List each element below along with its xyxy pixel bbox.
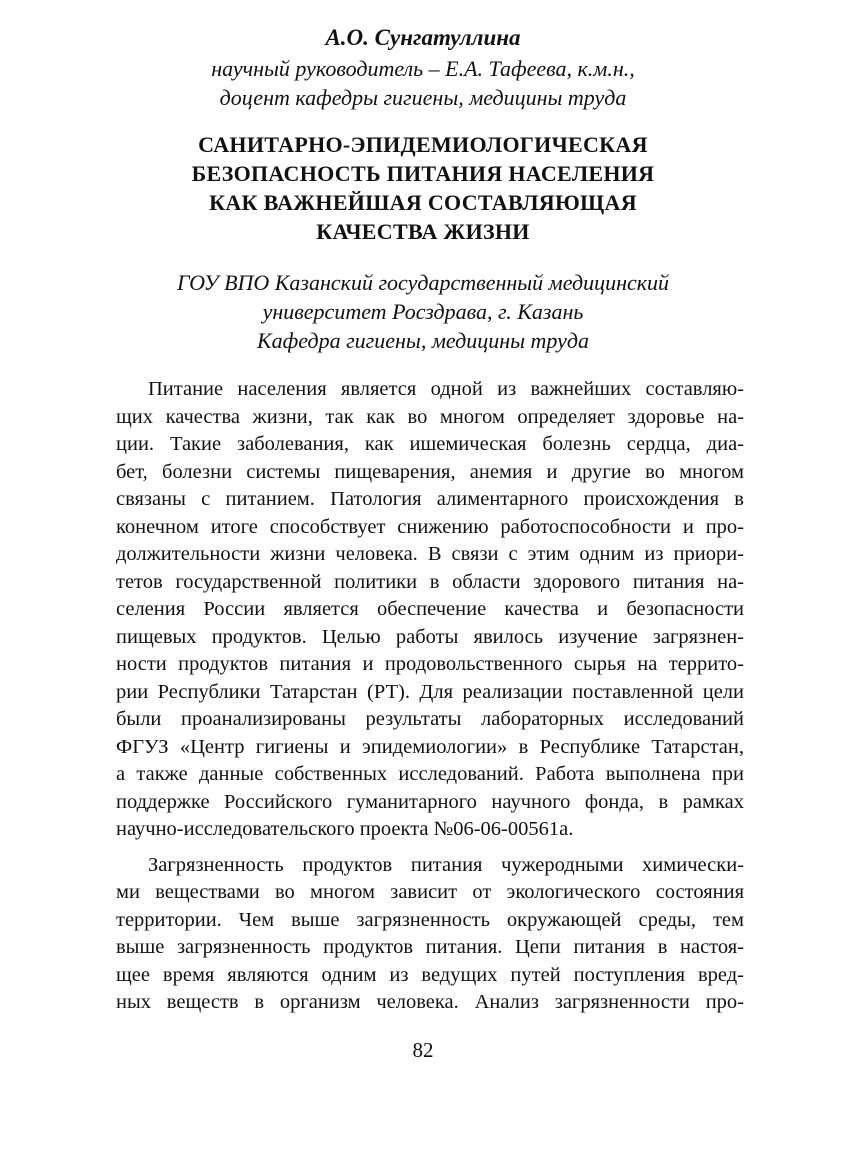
affiliation-line: университет Росздрава, г. Казань — [262, 299, 584, 324]
text-line: ФГУЗ «Центр гигиены и эпидемиологии» в Республике Татарстан, — [116, 735, 744, 758]
text-line: должительности жизни человека. В связи с этим одним из приори- — [116, 543, 744, 565]
title-line: БЕЗОПАСНОСТЬ ПИТАНИЯ НАСЕЛЕНИЯ — [191, 161, 655, 186]
text-line: пищевых продуктов. Целью работы явилось изучение загрязнен- — [116, 625, 744, 648]
advisor-line: научный руководитель – Е.А. Тафеева, к.м.н., — [211, 56, 635, 81]
affiliation — [0, 268, 846, 355]
paragraph-gap — [116, 844, 744, 852]
title-line: КАЧЕСТВА ЖИЗНИ — [316, 219, 530, 244]
paragraph-2 — [116, 852, 744, 1017]
title-line: КАК ВАЖНЕЙШАЯ СОСТАВЛЯЮЩАЯ — [209, 190, 637, 215]
text-line: связаны с питанием. Патология алиментарного происхождения в — [116, 488, 744, 510]
text-line: тетов государственной политики в области здорового питания на- — [116, 570, 744, 593]
paragraph-1 — [116, 376, 744, 844]
text-line: щих качества жизни, так как во многом определяет здоровье на- — [116, 405, 744, 428]
text-line: ции. Такие заболевания, как ишемическая болезнь сердца, диа- — [116, 433, 744, 455]
title-line: САНИТАРНО-ЭПИДЕМИОЛОГИЧЕСКАЯ — [198, 132, 648, 157]
text-line: ми веществами во многом зависит от экологического состояния — [116, 881, 744, 903]
affiliation-line: ГОУ ВПО Казанский государственный медицинский — [176, 270, 670, 295]
text-line: были проанализированы результаты лабораторных исследований — [116, 708, 744, 730]
affiliation-line: Кафедра гигиены, медицины труда — [257, 328, 589, 353]
article-body — [116, 376, 744, 1017]
page-number: 82 — [412, 1038, 434, 1062]
text-line: территории. Чем выше загрязненность окружающей среды, тем — [116, 908, 744, 931]
text-line: щее время являются одним из ведущих путей поступления вред- — [116, 963, 744, 986]
author-name: А.О. Сунгатуллина — [325, 25, 521, 50]
text-line: выше загрязненность продуктов питания. Цепи питания в настоя- — [116, 936, 744, 958]
text-line: ности продуктов питания и продовольственного сырья на террито- — [116, 653, 744, 675]
text-line: поддержке Российского гуманитарного научного фонда, в рамках — [116, 790, 744, 813]
text-line: бет, болезни системы пищеварения, анемия и другие во многом — [116, 460, 744, 483]
advisor-info — [0, 54, 846, 112]
text-line: а также данные собственных исследований. Работа выполнена при — [116, 763, 744, 785]
text-line: рии Республики Татарстан (РТ). Для реализации поставленной цели — [116, 680, 744, 703]
article-title — [0, 130, 846, 246]
text-line: научно-исследовательского проекта №06-06-00561а. — [116, 818, 574, 840]
text-line: Загрязненность продуктов питания чужеродными химически- — [148, 853, 744, 876]
text-line: селения России является обеспечение качества и безопасности — [116, 598, 744, 620]
advisor-line: доцент кафедры гигиены, медицины труда — [219, 85, 627, 110]
text-line: Питание населения является одной из важнейших составляю- — [148, 378, 744, 400]
text-line: конечном итоге способствует снижению работоспособности и про- — [116, 515, 744, 538]
text-line: ных веществ в организм человека. Анализ загрязненности про- — [116, 991, 744, 1013]
